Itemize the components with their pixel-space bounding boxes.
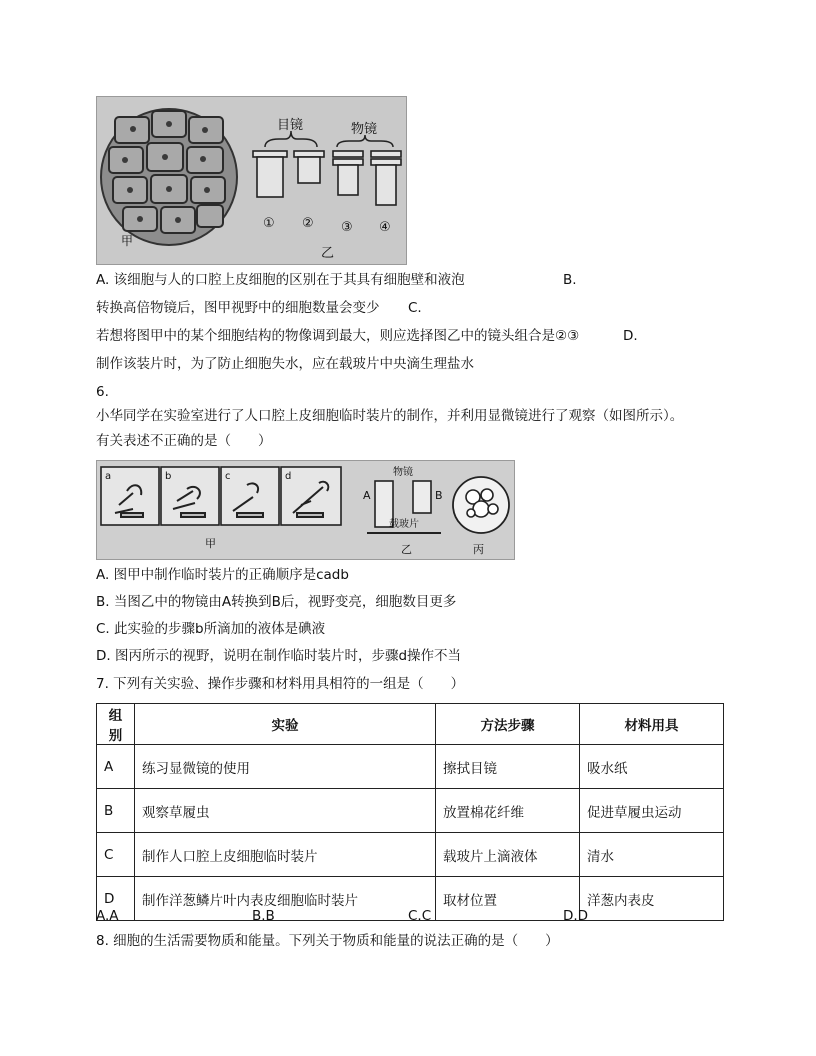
panel-letter-d: d: [285, 471, 292, 482]
lens-number-4: ④: [379, 220, 391, 235]
table-cell: 清水: [580, 833, 724, 877]
table-row: [97, 745, 724, 789]
q7-answer-a: A.A: [96, 908, 119, 924]
q7-answer-d: D.D: [563, 908, 589, 924]
eyepiece-label: 目镜: [277, 118, 304, 133]
header-experiment: 实验: [135, 704, 436, 745]
q6-option-b: B. 当图乙中的物镜由A转换到B后，视野变亮，细胞数目更多: [96, 594, 457, 610]
table-cell: 练习显微镜的使用: [135, 745, 436, 789]
figure1-drawing: [97, 97, 406, 264]
q6-number: 6.: [96, 384, 109, 400]
table-cell: 促进草履虫运动: [580, 789, 724, 833]
q7-answer-c: C.C: [408, 908, 432, 924]
figure2-label-bing: 丙: [473, 543, 484, 556]
figure2-label-jia: 甲: [205, 537, 216, 550]
q5-option-c: 若想将图甲中的某个细胞结构的物像调到最大，则应选择图乙中的镜头组合是②③: [96, 328, 580, 344]
q6-option-d: D. 图丙所示的视野，说明在制作临时装片时，步骤d操作不当: [96, 648, 462, 664]
q5-option-b-marker: B.: [563, 272, 577, 288]
table-cell: D: [97, 877, 135, 921]
panel-letter-a: a: [105, 471, 112, 482]
lens-number-1: ①: [263, 216, 275, 231]
q5-option-a: A. 该细胞与人的口腔上皮细胞的区别在于其具有细胞壁和液泡: [96, 272, 465, 288]
table-cell: 洋葱内表皮: [580, 877, 724, 921]
objective-label: 物镜: [351, 122, 378, 137]
q6-stem-line1: 小华同学在实验室进行了人口腔上皮细胞临时装片的制作，并利用显微镜进行了观察（如图所示）。: [96, 408, 684, 424]
table-cell: 放置棉花纤维: [436, 789, 580, 833]
objective-text: 物镜: [393, 467, 413, 478]
figure1-label-yi: 乙: [321, 246, 335, 261]
figure-cheek-cell-slide: [96, 460, 515, 560]
figure1-label-jia: 甲: [121, 234, 134, 248]
table-header-row: [97, 704, 724, 745]
table-cell: A: [97, 745, 135, 789]
table-cell: B: [97, 789, 135, 833]
table-cell: 吸水纸: [580, 745, 724, 789]
table-cell: 观察草履虫: [135, 789, 436, 833]
q5-option-c-marker: C.: [408, 300, 422, 316]
lens-number-2: ②: [302, 216, 314, 231]
panel-letter-c: c: [225, 471, 231, 482]
header-group: 组别: [97, 704, 135, 745]
figure-microscope-lenses: [96, 96, 407, 265]
table-cell: 取材位置: [436, 877, 580, 921]
q7-table: [96, 703, 724, 921]
q8-stem: 8. 细胞的生活需要物质和能量。下列关于物质和能量的说法正确的是（ ）: [96, 933, 559, 949]
table-row: [97, 789, 724, 833]
figure2-drawing: [97, 461, 514, 559]
figure2-label-yi: 乙: [401, 543, 412, 556]
q5-option-d-marker: D.: [623, 328, 638, 344]
q6-option-c: C. 此实验的步骤b所滴加的液体是碘液: [96, 621, 326, 637]
q5-option-b: 转换高倍物镜后，图甲视野中的细胞数量会变少: [96, 300, 380, 316]
table-cell: 载玻片上滴液体: [436, 833, 580, 877]
lens-number-3: ③: [341, 220, 353, 235]
table-cell: 擦拭目镜: [436, 745, 580, 789]
q6-option-a: A. 图甲中制作临时装片的正确顺序是cadb: [96, 567, 349, 583]
panel-letter-b: b: [165, 471, 172, 482]
slide-text: 载玻片: [389, 519, 419, 530]
header-materials: 材料用具: [580, 704, 724, 745]
lens-letter-b: B: [435, 489, 443, 502]
q5-option-d: 制作该装片时，为了防止细胞失水，应在载玻片中央滴生理盐水: [96, 356, 474, 372]
q7-stem: 7. 下列有关实验、操作步骤和材料用具相符的一组是（ ）: [96, 676, 465, 692]
q6-stem-line2: 有关表述不正确的是（ ）: [96, 433, 272, 449]
table-cell: 制作人口腔上皮细胞临时装片: [135, 833, 436, 877]
table-cell: 制作洋葱鳞片叶内表皮细胞临时装片: [135, 877, 436, 921]
header-method: 方法步骤: [436, 704, 580, 745]
table-cell: C: [97, 833, 135, 877]
q7-answer-b: B.B: [252, 908, 275, 924]
table-row: [97, 833, 724, 877]
lens-letter-a: A: [363, 489, 371, 502]
